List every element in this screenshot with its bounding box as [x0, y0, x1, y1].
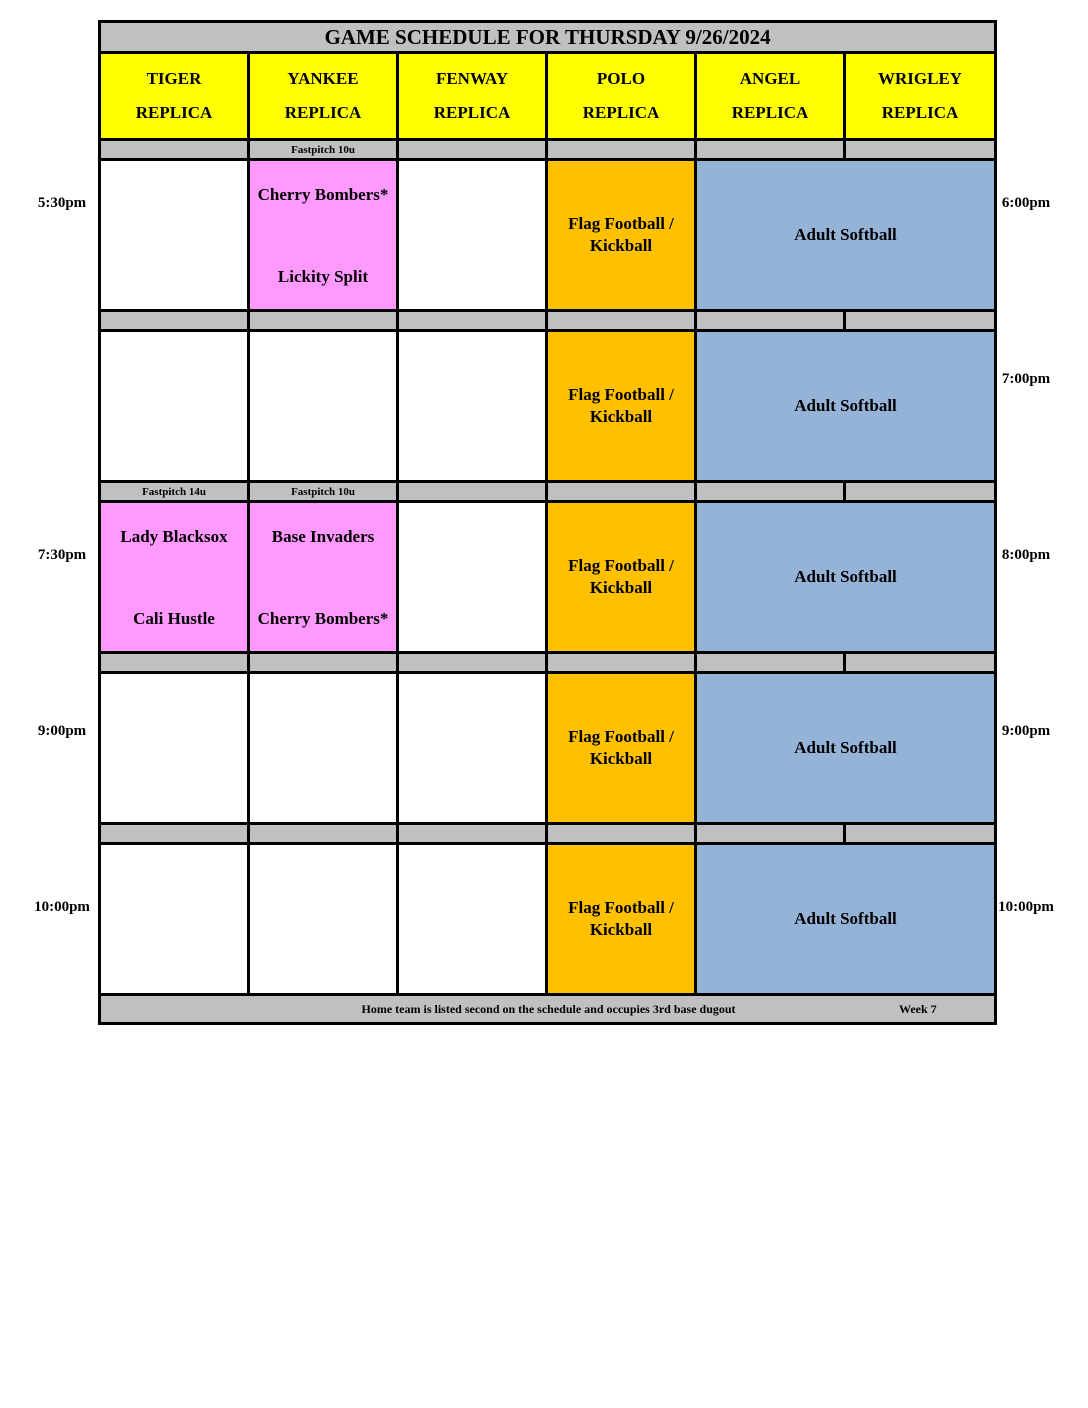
time-right: 6:00pm — [1001, 195, 1051, 211]
division-cell — [547, 653, 696, 673]
division-cell — [696, 824, 845, 844]
page-title: GAME SCHEDULE FOR THURSDAY 9/26/2024 — [100, 22, 996, 53]
home-team: Cherry Bombers* — [257, 609, 389, 628]
division-cell: Fastpitch 10u — [249, 482, 398, 502]
division-cell — [547, 311, 696, 331]
game-cell-empty — [398, 502, 547, 653]
event-label: Flag Football / — [568, 556, 674, 575]
time-left: 10:00pm — [34, 899, 90, 915]
division-cell — [696, 653, 845, 673]
division-cell — [398, 653, 547, 673]
division-cell — [100, 311, 249, 331]
division-cell — [845, 140, 996, 160]
away-team: Base Invaders — [271, 527, 375, 546]
event-label: Kickball — [589, 407, 653, 426]
game-cell-empty — [398, 160, 547, 311]
division-cell — [845, 311, 996, 331]
field-name: ANGEL — [739, 69, 801, 88]
game-cell-flag-football — [547, 160, 696, 311]
footer — [100, 995, 996, 1024]
division-cell — [249, 824, 398, 844]
time-right: 7:00pm — [1001, 371, 1051, 387]
week-label: Week 7 — [899, 1002, 937, 1016]
division-cell — [249, 311, 398, 331]
field-sub: REPLICA — [135, 103, 213, 122]
division-cell — [398, 140, 547, 160]
game-cell-fastpitch — [249, 160, 398, 311]
division-cell — [845, 824, 996, 844]
event-label: Kickball — [589, 578, 653, 597]
game-cell-adult-softball: Adult Softball — [696, 160, 996, 311]
game-cell-empty — [100, 673, 249, 824]
division-cell: Fastpitch 14u — [100, 482, 249, 502]
field-sub: REPLICA — [284, 103, 362, 122]
division-cell — [547, 824, 696, 844]
time-right: 8:00pm — [1001, 547, 1051, 563]
field-name: POLO — [596, 69, 646, 88]
division-cell — [100, 653, 249, 673]
division-cell — [398, 311, 547, 331]
division-cell — [547, 482, 696, 502]
field-sub: REPLICA — [881, 103, 959, 122]
game-cell-flag-football — [547, 331, 696, 482]
time-left: 7:30pm — [37, 547, 87, 563]
time-right: 10:00pm — [998, 899, 1054, 915]
home-team: Lickity Split — [277, 267, 369, 286]
game-cell-empty — [398, 331, 547, 482]
footer-note: Home team is listed second on the schedule and occupies 3rd base dugout — [361, 1002, 736, 1016]
field-name: TIGER — [146, 69, 202, 88]
division-cell — [547, 140, 696, 160]
time-right: 9:00pm — [1001, 723, 1051, 739]
game-cell-fastpitch — [249, 502, 398, 653]
field-header-yankee — [249, 53, 398, 140]
division-cell — [100, 140, 249, 160]
game-cell-adult-softball: Adult Softball — [696, 331, 996, 482]
game-cell-flag-football — [547, 844, 696, 995]
game-cell-adult-softball: Adult Softball — [696, 502, 996, 653]
field-sub: REPLICA — [433, 103, 511, 122]
division-cell — [398, 824, 547, 844]
field-header-polo — [547, 53, 696, 140]
game-cell-empty — [100, 160, 249, 311]
division-cell — [696, 311, 845, 331]
event-label: Flag Football / — [568, 727, 674, 746]
field-name: YANKEE — [287, 69, 359, 88]
division-cell — [696, 140, 845, 160]
event-label: Kickball — [589, 236, 653, 255]
game-cell-empty — [100, 331, 249, 482]
game-cell-fastpitch — [100, 502, 249, 653]
division-cell: Fastpitch 10u — [249, 140, 398, 160]
division-cell — [249, 653, 398, 673]
event-label: Flag Football / — [568, 214, 674, 233]
field-header-wrigley — [845, 53, 996, 140]
away-team: Lady Blacksox — [120, 527, 228, 546]
division-cell — [398, 482, 547, 502]
time-left: 9:00pm — [37, 723, 87, 739]
game-cell-empty — [249, 331, 398, 482]
game-cell-empty — [398, 844, 547, 995]
game-cell-flag-football — [547, 502, 696, 653]
game-cell-adult-softball: Adult Softball — [696, 844, 996, 995]
field-name: FENWAY — [435, 69, 509, 88]
field-header-angel — [696, 53, 845, 140]
field-name: WRIGLEY — [877, 69, 963, 88]
event-label: Kickball — [589, 920, 653, 939]
game-cell-empty — [249, 844, 398, 995]
away-team: Cherry Bombers* — [257, 185, 389, 204]
game-cell-adult-softball: Adult Softball — [696, 673, 996, 824]
event-label: Flag Football / — [568, 385, 674, 404]
field-header-tiger — [100, 53, 249, 140]
game-cell-empty — [398, 673, 547, 824]
schedule-table — [98, 20, 997, 1025]
division-cell — [845, 482, 996, 502]
event-label: Flag Football / — [568, 898, 674, 917]
field-sub: REPLICA — [582, 103, 660, 122]
field-sub: REPLICA — [731, 103, 809, 122]
division-cell — [845, 653, 996, 673]
event-label: Kickball — [589, 749, 653, 768]
home-team: Cali Hustle — [133, 609, 215, 628]
game-cell-empty — [100, 844, 249, 995]
division-cell — [696, 482, 845, 502]
division-cell — [100, 824, 249, 844]
game-cell-flag-football — [547, 673, 696, 824]
time-left: 5:30pm — [37, 195, 87, 211]
field-header-fenway — [398, 53, 547, 140]
game-cell-empty — [249, 673, 398, 824]
